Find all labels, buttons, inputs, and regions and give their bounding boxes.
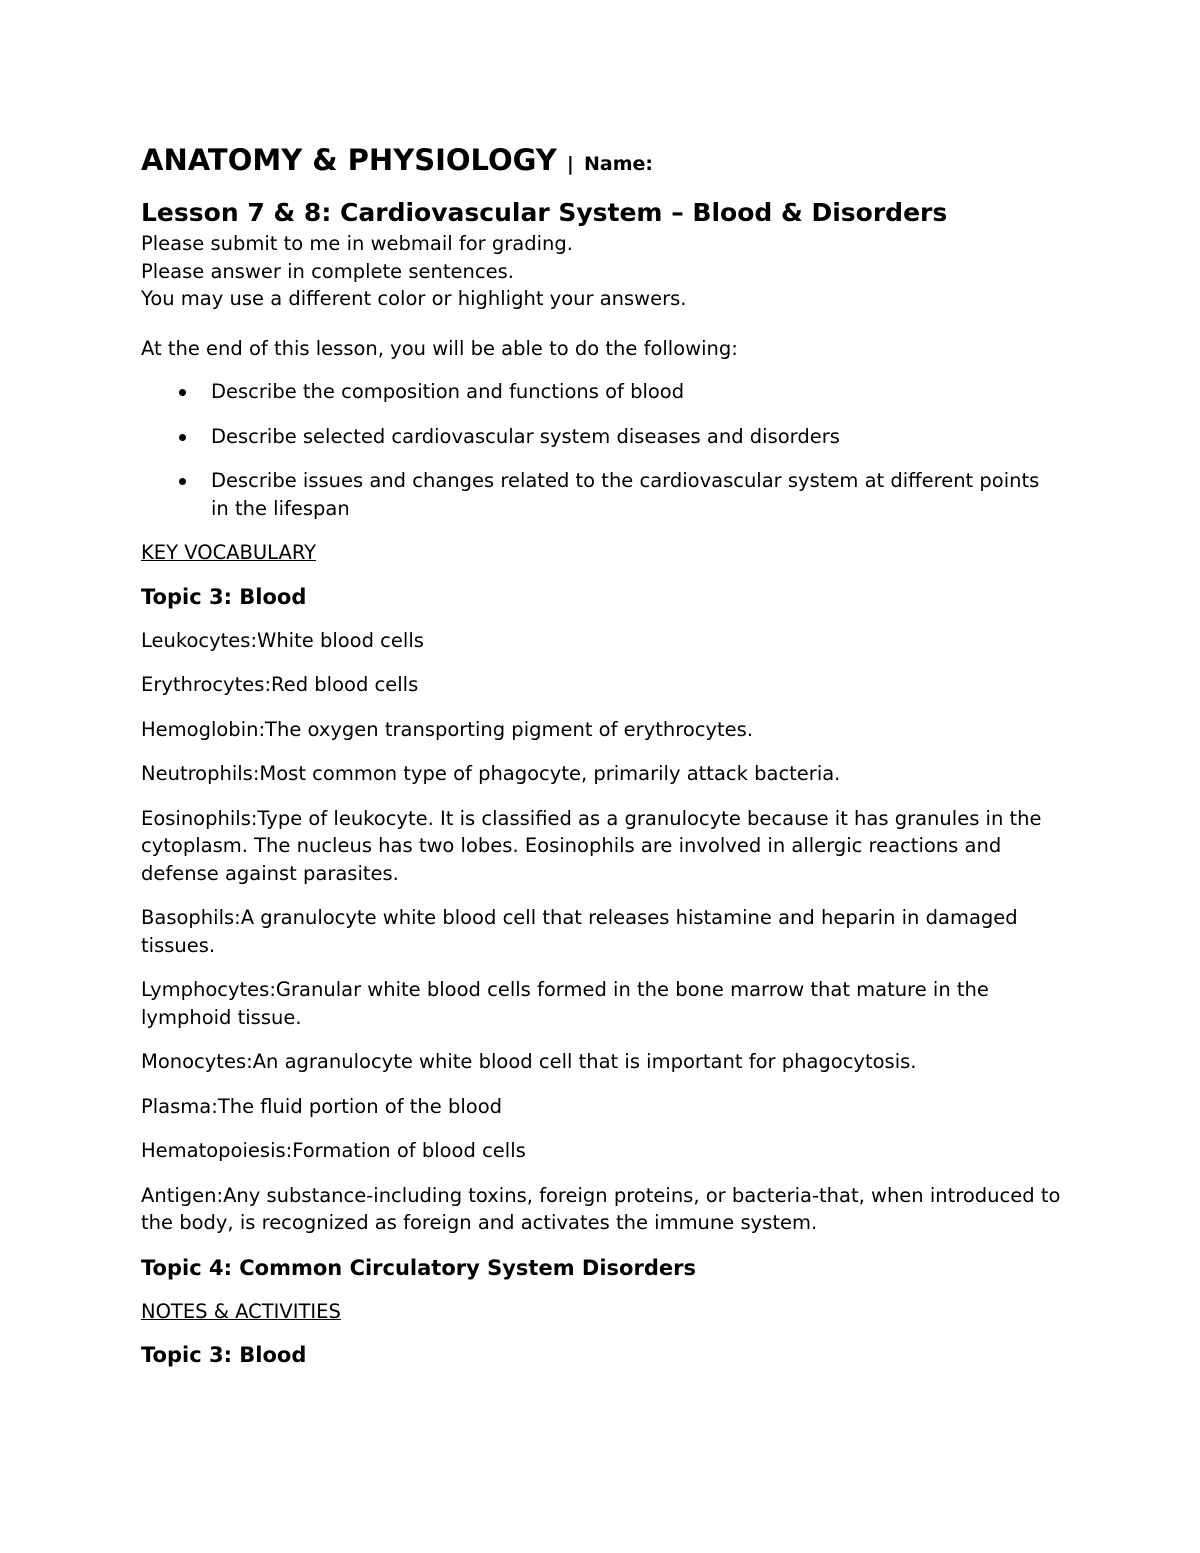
topic-3-heading: Topic 3: Blood — [141, 584, 307, 609]
lesson-title: Lesson 7 & 8: Cardiovascular System – Blood & Disorders — [141, 198, 948, 227]
vocab-definition: Type of leukocyte. It is classified as a granulocyte because it has granules in the cytoplasm. The nucleus has two lobes. Eosinophils are involved in allergic reactions and defense against parasites. — [141, 806, 1042, 885]
vocab-term: Plasma: — [141, 1094, 218, 1118]
vocab-term: Hematopoiesis: — [141, 1139, 293, 1162]
vocab-entry — [141, 1137, 1061, 1165]
vocab-term: Antigen: — [141, 1183, 224, 1207]
objective-item: Describe issues and changes related to the cardiovascular system at different points in the lifespan — [141, 467, 1061, 522]
vocab-entry — [141, 1048, 1061, 1076]
vocabulary-list — [141, 627, 1061, 1237]
instruction-line: You may use a different color or highlight your answers. — [141, 287, 687, 310]
vocab-term: Neutrophils: — [141, 762, 260, 785]
objectives-list — [141, 378, 1061, 522]
vocab-definition: Formation of blood cells — [292, 1139, 526, 1162]
vocab-term: Monocytes: — [141, 1050, 253, 1073]
instruction-line: Please answer in complete sentences. — [141, 259, 514, 283]
topic-4-heading: Topic 4: Common Circulatory System Disorders — [141, 1255, 696, 1280]
document-page — [141, 140, 1061, 1369]
vocab-term: Hemoglobin: — [141, 717, 266, 741]
vocab-entry — [141, 904, 1061, 959]
vocab-entry — [141, 805, 1061, 888]
vocab-definition: Any substance-including toxins, foreign proteins, or bacteria-that, when introduced to the body, is recognized as foreign and activates the immune system. — [141, 1183, 1061, 1234]
vocab-term: Erythrocytes: — [141, 673, 272, 696]
vocab-entry — [141, 976, 1061, 1031]
vocab-entry — [141, 1182, 1061, 1237]
title-separator: | — [566, 153, 574, 175]
topic-3-heading-notes: Topic 3: Blood — [141, 1343, 307, 1367]
objective-item: Describe the composition and functions of blood — [141, 378, 1061, 406]
vocab-entry — [141, 716, 1061, 744]
objective-item: Describe selected cardiovascular system diseases and disorders — [141, 423, 1061, 451]
vocab-entry — [141, 760, 1061, 788]
vocab-definition: Most common type of phagocyte, primarily attack bacteria. — [259, 762, 841, 785]
course-title: ANATOMY & PHYSIOLOGY — [141, 143, 557, 177]
vocab-definition: Granular white blood cells formed in the bone marrow that mature in the lymphoid tissue. — [141, 978, 989, 1029]
vocab-entry — [141, 671, 1061, 699]
document-title — [141, 140, 1061, 184]
vocab-definition: A granulocyte white blood cell that releases histamine and heparin in damaged tissues. — [141, 906, 1018, 957]
vocab-term: Lymphocytes: — [141, 978, 276, 1001]
objectives-intro: At the end of this lesson, you will be able to do the following: — [141, 336, 738, 360]
vocab-entry — [141, 1093, 1061, 1121]
vocab-term: Leukocytes: — [141, 628, 258, 652]
vocab-definition: The oxygen transporting pigment of erythrocytes. — [265, 717, 754, 741]
vocab-definition: An agranulocyte white blood cell that is important for phagocytosis. — [252, 1050, 917, 1073]
instruction-line: Please submit to me in webmail for grading. — [141, 232, 573, 255]
vocab-definition: White blood cells — [257, 628, 424, 652]
vocab-entry — [141, 627, 1061, 655]
vocab-term: Basophils: — [141, 906, 241, 929]
vocab-definition: Red blood cells — [271, 673, 419, 696]
name-label: Name: — [583, 153, 653, 175]
vocab-definition: The fluid portion of the blood — [217, 1094, 503, 1118]
notes-activities-heading: NOTES & ACTIVITIES — [141, 1299, 341, 1323]
vocab-term: Eosinophils: — [141, 806, 258, 830]
key-vocabulary-heading: KEY VOCABULARY — [141, 541, 317, 564]
